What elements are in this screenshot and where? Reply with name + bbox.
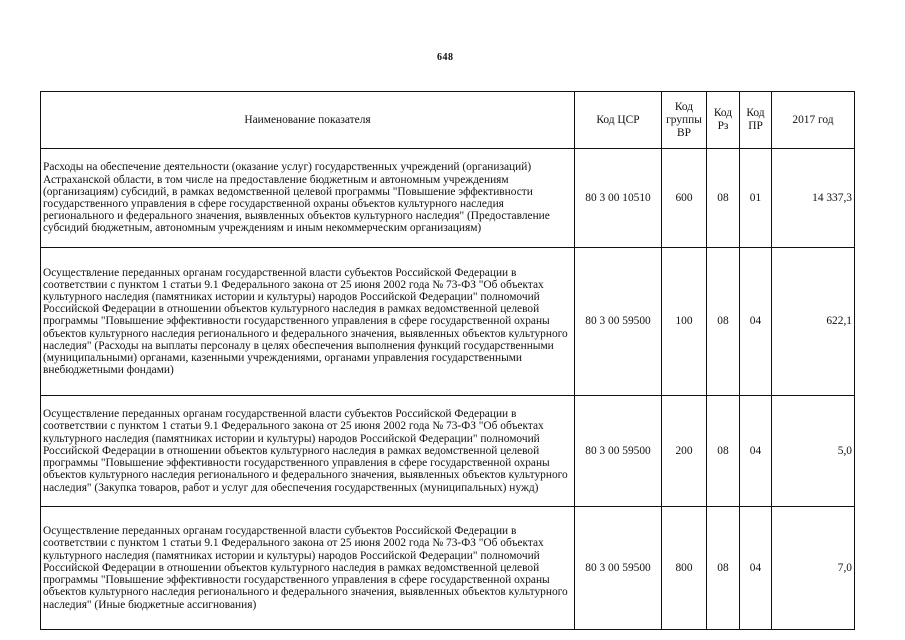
cell-pr-code: 01 bbox=[740, 149, 772, 248]
header-row bbox=[41, 92, 855, 149]
table-row bbox=[41, 248, 855, 396]
table-row bbox=[41, 149, 855, 248]
header-rz-code: Код Рз bbox=[707, 92, 740, 149]
cell-rz-code: 08 bbox=[707, 507, 740, 630]
cell-pr-code: 04 bbox=[740, 248, 772, 396]
cell-indicator-name: Осуществление переданных органам государственной власти субъектов Российской Федерации в соответствии с пунктом 1 статьи 9.1 Федерального закона от 25 июня 2002 года № 73-ФЗ "Об объектах культурного наследия (памятниках истории и культуры) народов Российской Федерации" полномочий Российской Федерации в отношении объектов культурного наследия в рамках ведомственной целевой программы "Повышение эффективности государственного управления в сфере государственной охраны объектов культурного наследия регионального и федерального значения, выявленных объектов культурного наследия" (Иные бюджетные ассигнования) bbox=[41, 507, 575, 630]
cell-rz-code: 08 bbox=[707, 396, 740, 507]
cell-amount-2017: 5,0 bbox=[772, 396, 855, 507]
cell-csr-code: 80 3 00 10510 bbox=[575, 149, 662, 248]
header-csr-code: Код ЦСР bbox=[575, 92, 662, 149]
cell-indicator-name: Расходы на обеспечение деятельности (оказание услуг) государственных учреждений (организаций) Астраханской области, в том числе на предоставление бюджетным и автономным учреждениям (организациям) субсидий, в рамках ведомственной целевой программы "Повышение эффективности государственного управления в сфере государственной охраны объектов культурного наследия регионального и федерального значения, выявленных объектов культурного наследия" (Предоставление субсидий бюджетным, автономным учреждениям и иным некоммерческим организациям) bbox=[41, 149, 575, 248]
header-indicator-name: Наименование показателя bbox=[41, 92, 575, 149]
cell-rz-code: 08 bbox=[707, 248, 740, 396]
header-vr-group-code: Код группы ВР bbox=[662, 92, 707, 149]
table-row bbox=[41, 396, 855, 507]
cell-vr-group-code: 200 bbox=[662, 396, 707, 507]
cell-csr-code: 80 3 00 59500 bbox=[575, 396, 662, 507]
cell-rz-code: 08 bbox=[707, 149, 740, 248]
cell-csr-code: 80 3 00 59500 bbox=[575, 507, 662, 630]
cell-pr-code: 04 bbox=[740, 507, 772, 630]
cell-vr-group-code: 600 bbox=[662, 149, 707, 248]
cell-amount-2017: 7,0 bbox=[772, 507, 855, 630]
page-number: 648 bbox=[437, 52, 454, 63]
cell-pr-code: 04 bbox=[740, 396, 772, 507]
cell-amount-2017: 622,1 bbox=[772, 248, 855, 396]
header-year-2017: 2017 год bbox=[772, 92, 855, 149]
table-body bbox=[41, 149, 855, 630]
cell-indicator-name: Осуществление переданных органам государственной власти субъектов Российской Федерации в соответствии с пунктом 1 статьи 9.1 Федерального закона от 25 июня 2002 года № 73-ФЗ "Об объектах культурного наследия (памятниках истории и культуры) народов Российской Федерации" полномочий Российской Федерации в отношении объектов культурного наследия в рамках ведомственной целевой программы "Повышение эффективности государственного управления в сфере государственной охраны объектов культурного наследия регионального и федерального значения, выявленных объектов культурного наследия" (Закупка товаров, работ и услуг для обеспечения государственных (муниципальных) нужд) bbox=[41, 396, 575, 507]
budget-table bbox=[40, 91, 855, 630]
header-pr-code: Код ПР bbox=[740, 92, 772, 149]
cell-vr-group-code: 800 bbox=[662, 507, 707, 630]
cell-vr-group-code: 100 bbox=[662, 248, 707, 396]
table-row bbox=[41, 507, 855, 630]
cell-amount-2017: 14 337,3 bbox=[772, 149, 855, 248]
cell-indicator-name: Осуществление переданных органам государственной власти субъектов Российской Федерации в соответствии с пунктом 1 статьи 9.1 Федерального закона от 25 июня 2002 года № 73-ФЗ "Об объектах культурного наследия (памятниках истории и культуры) народов Российской Федерации" полномочий Российской Федерации в отношении объектов культурного наследия в рамках ведомственной целевой программы "Повышение эффективности государственного управления в сфере государственной охраны объектов культурного наследия регионального и федерального значения, выявленных объектов культурного наследия" (Расходы на выплаты персоналу в целях обеспечения выполнения функций государственными (муниципальными) органами, казенными учреждениями, органами управления государственными внебюджетными фондами) bbox=[41, 248, 575, 396]
table-header bbox=[41, 92, 855, 149]
cell-csr-code: 80 3 00 59500 bbox=[575, 248, 662, 396]
